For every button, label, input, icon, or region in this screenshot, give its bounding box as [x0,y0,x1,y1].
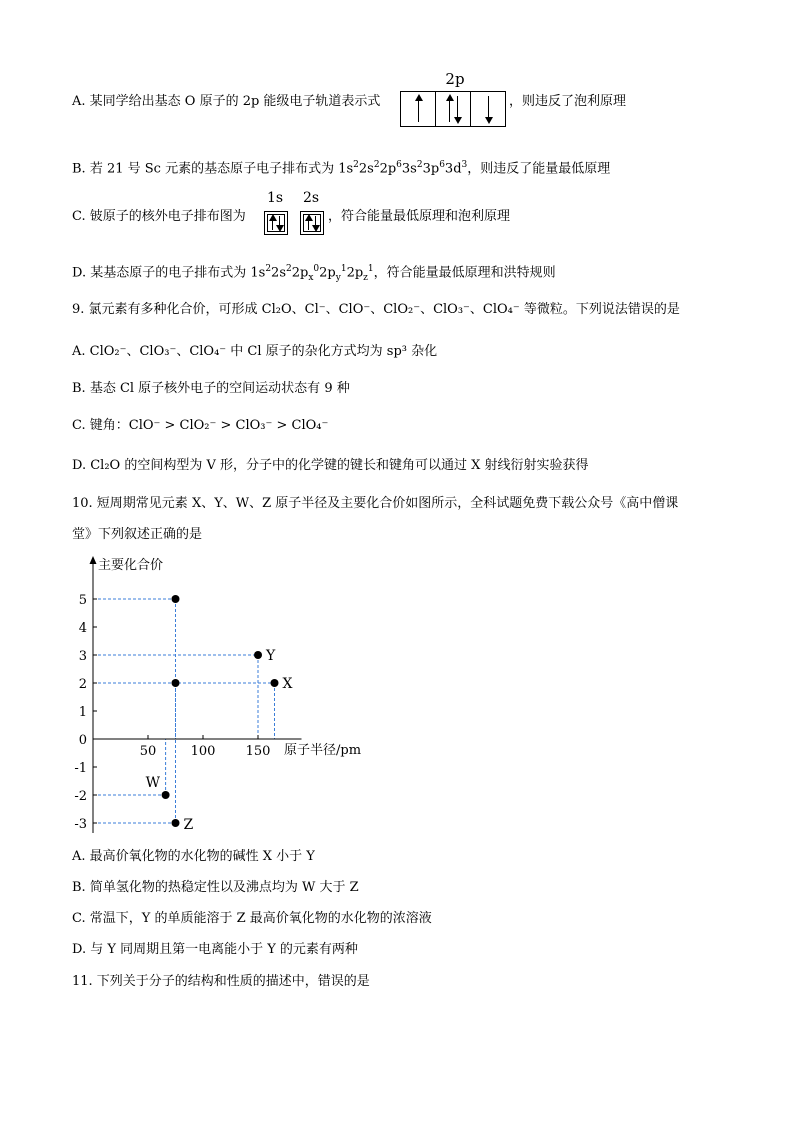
chart-guides [93,599,275,823]
data-point-label: X [282,676,293,692]
q11-stem: 11. 下列关于分子的结构和性质的描述中，错误的是 [72,974,370,989]
x-tick-label: 50 [139,744,157,759]
orbital-boxes [400,91,506,127]
x-axis-label: 原子半径/pm [284,743,362,758]
y-axis-arrow [90,556,97,564]
q9-option-c: C. 键角：ClO⁻ > ClO₂⁻ > ClO₃⁻ > ClO₄⁻ [72,418,329,433]
data-point-label: Y [266,648,276,664]
valence-radius-chart [60,550,390,840]
data-point [172,679,180,687]
arrow-down-icon [279,216,280,230]
arrow-up-icon [449,96,450,122]
q8-option-b: B. 若 21 号 Sc 元素的基态原子电子排布式为 $1s^22s^22p^63s^23p^63d^3$，则违反了能量最低原理 [72,160,611,177]
x-tick-label: 150 [245,744,271,759]
chart-ticks [74,593,270,832]
arrow-up-icon [308,216,309,230]
q8-option-c-tail: ，符合能量最低原理和泡利原理 [328,209,511,224]
q10-stem-line1: 10. 短周期常见元素 X、Y、W、Z 原子半径及主要化合价如图所示，全科试题免费下载公众号《高中僧课 [72,496,679,511]
q10-option-d: D. 与 Y 同周期且第一电离能小于 Y 的元素有两种 [72,942,358,957]
data-point [254,651,262,659]
arrow-down-icon [457,96,458,122]
arrow-up-icon [272,216,273,230]
y-tick-label: 2 [78,677,87,692]
q9-option-b: B. 基态 Cl 原子核外电子的空间运动状态有 9 种 [72,381,350,396]
y-axis-label: 主要化合价 [98,558,164,573]
orbital-label-2s: 2s [302,190,320,206]
orbital-label-1s: 1s [266,190,284,206]
orbital-label-2p: 2p [445,70,465,88]
orbital-box-3 [471,92,505,126]
y-tick-label: 1 [78,705,87,720]
q8-option-c: C. 铍原子的核外电子排布图为 [72,209,246,224]
q9-stem: 9. 氯元素有多种化合价，可形成 Cl₂O、Cl⁻、ClO⁻、ClO₂⁻、ClO₃⁻、ClO₄⁻ 等微粒。下列说法错误的是 [72,302,680,317]
y-tick-label: 4 [78,621,87,636]
y-tick-label: -2 [74,789,87,804]
q10-option-a: A. 最高价氧化物的水化物的碱性 X 小于 Y [72,849,315,864]
orbital-box-1 [401,92,436,126]
data-point [172,819,180,827]
q8-option-d: D. 某基态原子的电子排布式为 $1s^22s^22p_x^02p_y^12p_z^1$，符合能量最低原理和洪特规则 [72,264,556,283]
y-tick-label: -3 [74,817,87,832]
y-tick-label: 0 [78,733,87,748]
q10-option-b: B. 简单氢化物的热稳定性以及沸点均为 W 大于 Z [72,880,359,895]
q10-option-c: C. 常温下，Y 的单质能溶于 Z 最高价氧化物的水化物的浓溶液 [72,911,432,926]
q8-option-a: A. 某同学给出基态 O 原子的 2p 能级电子轨道表示式 [72,94,381,109]
orbital-box-2 [436,92,471,126]
arrow-down-icon [315,216,316,230]
orbital-box-2s [300,211,324,235]
data-point-label: W [145,775,160,791]
q9-option-d: D. Cl₂O 的空间构型为 V 形，分子中的化学键的键长和键角可以通过 X 射线衍射实验获得 [72,458,589,473]
y-tick-label: 5 [78,593,87,608]
x-tick-label: 100 [190,744,216,759]
q9-option-a: A. ClO₂⁻、ClO₃⁻、ClO₄⁻ 中 Cl 原子的杂化方式均为 sp³ 杂化 [72,344,438,359]
data-point [271,679,279,687]
orbital-diagram-2p [400,70,510,130]
arrow-down-icon [488,96,489,122]
y-tick-label: -1 [74,761,87,776]
q8-option-a-tail: ，则违反了泡利原理 [509,94,627,109]
data-point-label: Z [183,817,194,833]
y-tick-label: 3 [78,649,87,664]
arrow-up-icon [418,96,419,122]
chart-points [146,595,293,833]
orbital-box-1s [264,211,288,235]
data-point [162,791,170,799]
data-point [172,595,180,603]
chart-axes [90,556,302,833]
q10-stem-line2: 堂》下列叙述正确的是 [72,527,203,542]
